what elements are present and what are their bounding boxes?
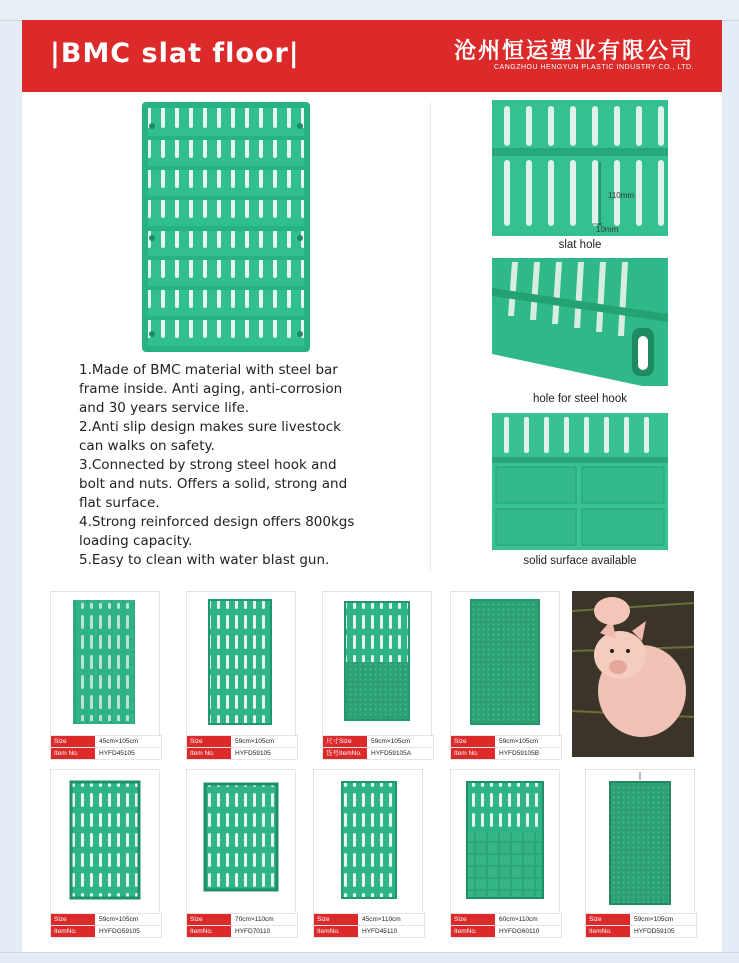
spec-size: 59cm×105cm: [499, 738, 539, 745]
spec-label: ItemNo.: [451, 926, 495, 937]
spec-size: 59cm×105cm: [235, 738, 275, 745]
spec-item-no: HYFD45105: [99, 750, 135, 757]
spec-label: ItemNo.: [51, 926, 95, 937]
piglets-photo: [572, 591, 694, 757]
spec-size: 45cm×105cm: [99, 738, 139, 745]
feature-item: 5.Easy to clean with water blast gun.: [79, 552, 330, 568]
spec-size: 59cm×105cm: [634, 916, 674, 923]
spec-label: Size: [187, 736, 231, 747]
spec-table: [322, 735, 432, 759]
product-card: [585, 769, 695, 915]
spec-label: ItemNo.: [314, 926, 358, 937]
spec-item-no: HYFD59105B: [499, 750, 540, 757]
spec-label: Size: [314, 914, 358, 925]
spec-item-no: HYFDG60110: [499, 928, 540, 935]
spec-item-no: HYFDG59105: [99, 928, 140, 935]
spec-table: [313, 913, 423, 937]
spec-label: Size: [51, 914, 95, 925]
product-card: [50, 591, 160, 737]
dimension-label: 10mm: [596, 225, 619, 234]
spec-item-no: HYFDD59105: [634, 928, 675, 935]
detail-caption: solid surface available: [523, 555, 637, 567]
spec-table: [50, 913, 160, 937]
spec-label: ItemNo.: [586, 926, 630, 937]
spec-table: [450, 913, 560, 937]
spec-label: Size: [586, 914, 630, 925]
main-product-image: [142, 102, 310, 352]
bottom-toolbar: [0, 952, 739, 963]
product-card: [313, 769, 423, 915]
spec-size: 60cm×110cm: [499, 916, 538, 923]
catalog-page: [22, 20, 722, 952]
spec-size: 59cm×105cm: [99, 916, 139, 923]
spec-table: [450, 735, 560, 759]
spec-table: [585, 913, 695, 937]
spec-label: Item No.: [451, 748, 495, 759]
dimension-label: 110mm: [608, 191, 635, 200]
feature-item: 3.Connected by strong steel hook and bolt and nuts. Offers a solid, strong and flat surface.: [79, 457, 348, 511]
spec-size: 59cm×105cm: [371, 738, 411, 745]
spec-table: [186, 913, 296, 937]
slat-hole-image: [492, 100, 668, 236]
spec-label: Item No.: [51, 748, 95, 759]
spec-size: 45cm×110cm: [362, 916, 401, 923]
spec-table: [186, 735, 296, 759]
product-card: [186, 769, 296, 915]
spec-table: [50, 735, 160, 759]
spec-label: 货号ItemNo.: [323, 748, 367, 759]
product-card: [322, 591, 432, 737]
spec-label: Size: [451, 914, 495, 925]
detail-caption: hole for steel hook: [533, 393, 627, 405]
steel-hook-hole-image: [492, 258, 668, 386]
company-name-english: CANGZHOU HENGYUN PLASTIC INDUSTRY CO., LTD.: [493, 64, 694, 71]
page-title: |BMC slat floor|: [50, 38, 300, 69]
spec-label: Size: [51, 736, 95, 747]
product-card: [50, 769, 160, 915]
feature-item: 2.Anti slip design makes sure livestock can walks on safety.: [79, 419, 341, 454]
company-name-chinese: 沧州恒运塑业有限公司: [453, 39, 694, 64]
column-divider: [430, 102, 431, 572]
spec-label: Size: [187, 914, 231, 925]
product-card: [450, 591, 560, 737]
feature-list: [79, 361, 379, 570]
spec-label: Size: [451, 736, 495, 747]
feature-item: 4.Strong reinforced design offers 800kgs loading capacity.: [79, 514, 355, 549]
product-card: [186, 591, 296, 737]
spec-size: 70cm×110cm: [235, 916, 274, 923]
solid-surface-image: [492, 413, 668, 550]
spec-label: Item No.: [187, 748, 231, 759]
spec-label: 尺寸Size: [323, 736, 367, 747]
page-header: [22, 20, 722, 92]
spec-item-no: HYFD70110: [235, 928, 271, 935]
spec-item-no: HYFD59105: [235, 750, 271, 757]
spec-item-no: HYFD45110: [362, 928, 398, 935]
feature-item: 1.Made of BMC material with steel bar frame inside. Anti aging, anti-corrosion and 30 years service life.: [79, 362, 343, 416]
product-card: [450, 769, 560, 915]
spec-item-no: HYFD59105A: [371, 750, 412, 757]
top-toolbar: [0, 0, 739, 21]
spec-label: ItemNo.: [187, 926, 231, 937]
detail-caption: slat hole: [558, 239, 602, 251]
